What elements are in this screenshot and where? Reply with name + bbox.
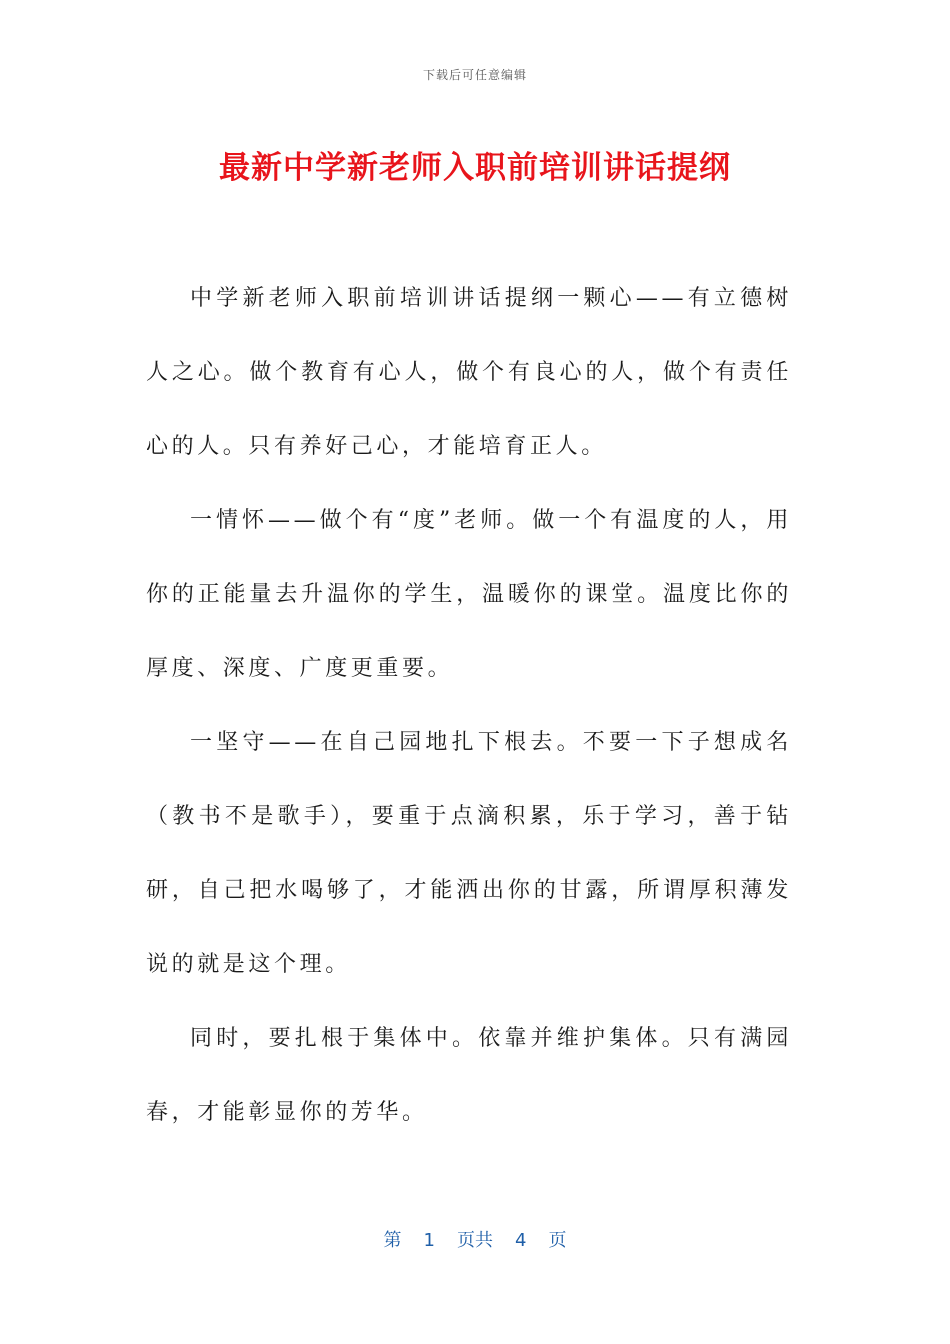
paragraph-2: 一情怀——做个有“度”老师。做一个有温度的人，用你的正能量去升温你的学生，温暖你的课堂。温度比你的厚度、深度、广度更重要。 xyxy=(146,508,792,681)
paragraph-3: 一坚守——在自己园地扎下根去。不要一下子想成名（教书不是歌手），要重于点滴积累，乐于学习，善于钻研，自己把水喝够了，才能洒出你的甘露，所谓厚积薄发说的就是这个理。 xyxy=(146,730,792,977)
current-page-number: 1 xyxy=(423,1230,435,1251)
total-pages-number: 4 xyxy=(515,1230,527,1251)
document-title: 最新中学新老师入职前培训讲话提纲 xyxy=(219,150,731,186)
footer-suffix: 页 xyxy=(548,1230,567,1251)
page-footer xyxy=(0,1226,950,1252)
paragraph-1: 中学新老师入职前培训讲话提纲一颗心——有立德树人之心。做个教育有心人，做个有良心的人，做个有责任心的人。只有养好己心，才能培育正人。 xyxy=(146,286,792,459)
paragraph-4: 同时，要扎根于集体中。依靠并维护集体。只有满园春，才能彰显你的芳华。 xyxy=(146,1026,792,1125)
footer-prefix: 第 xyxy=(383,1230,402,1251)
header-note: 下载后可任意编辑 xyxy=(422,68,527,82)
footer-middle: 页共 xyxy=(457,1230,493,1251)
document-body xyxy=(146,262,792,1150)
